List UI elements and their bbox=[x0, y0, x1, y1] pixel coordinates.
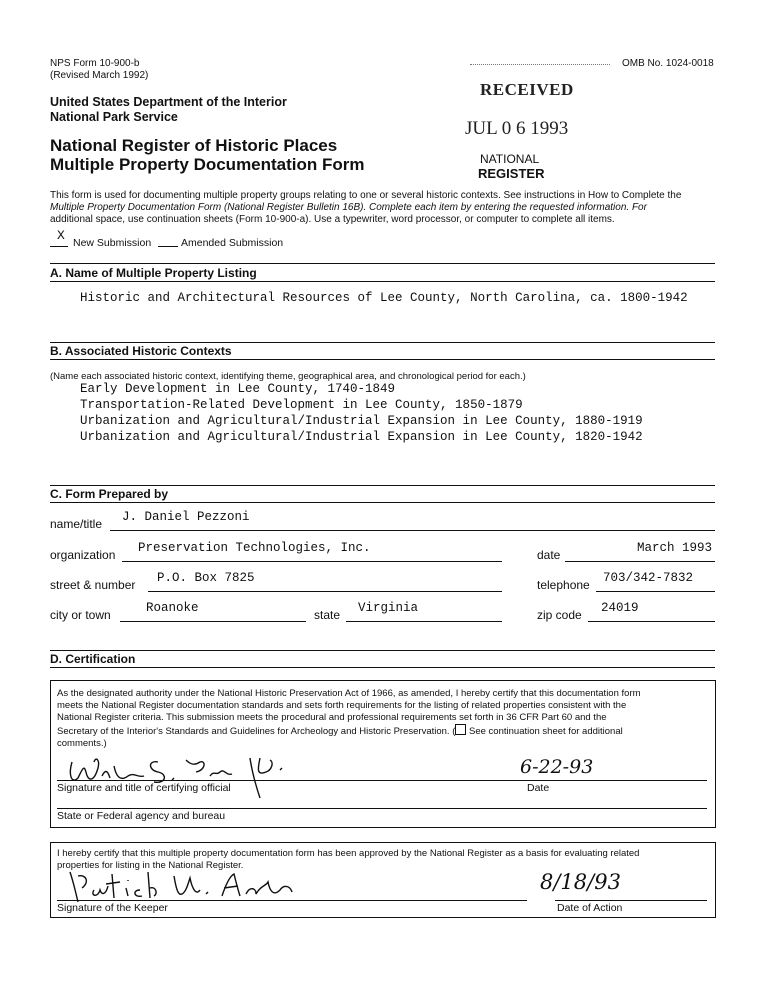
section-a-top-rule bbox=[50, 263, 715, 264]
section-c-top-rule bbox=[50, 485, 715, 486]
intro-line3: additional space, use continuation sheets (Form 10-900-a). Use a typewriter, word processor, or computer to complete all items. bbox=[50, 214, 615, 225]
form-title-line1: National Register of Historic Places bbox=[50, 136, 338, 155]
revised-date: (Revised March 1992) bbox=[50, 70, 149, 81]
keeper-date-value: 8/18/93 bbox=[540, 870, 621, 894]
department-name: United States Department of the Interior bbox=[50, 95, 287, 109]
signature-line bbox=[57, 780, 527, 781]
section-d-bottom-rule bbox=[50, 667, 715, 668]
form-title-line2: Multiple Property Documentation Form bbox=[50, 155, 365, 174]
stamp-received: RECEIVED bbox=[480, 80, 574, 99]
keeper-date-line bbox=[555, 900, 707, 901]
context-item: Transportation-Related Development in Lee County, 1850-1879 bbox=[80, 398, 523, 412]
keeper-line1: I hereby certify that this multiple property documentation form has been approved by the National Register as a basis for evaluating related bbox=[57, 848, 640, 859]
street-line bbox=[148, 591, 502, 592]
keeper-signature-line bbox=[57, 900, 527, 901]
date-label: date bbox=[537, 548, 561, 562]
intro-line2: Multiple Property Documentation Form (National Register Bulletin 16B). Complete each item by entering the requested information. For bbox=[50, 202, 647, 213]
cert-line4: Secretary of the Interior's Standards and Guidelines for Archeology and Historic Preservation. ( bbox=[57, 726, 456, 737]
omb-number: OMB No. 1024-0018 bbox=[622, 58, 714, 69]
section-a-heading: A. Name of Multiple Property Listing bbox=[50, 266, 257, 280]
name-title-line bbox=[110, 530, 715, 531]
signature-date-value: 6-22-93 bbox=[520, 756, 594, 778]
city-label: city or town bbox=[50, 608, 111, 622]
signature-label: Signature and title of certifying official bbox=[57, 782, 231, 794]
keeper-date-label: Date of Action bbox=[557, 902, 623, 914]
continuation-checkbox[interactable] bbox=[455, 724, 466, 735]
section-d-top-rule bbox=[50, 650, 715, 651]
intro-line1: This form is used for documenting multiple property groups relating to one or several historic contexts. See instructions in How to Complete the bbox=[50, 190, 682, 201]
state-value: Virginia bbox=[358, 601, 419, 615]
context-item: Urbanization and Agricultural/Industrial Expansion in Lee County, 1880-1919 bbox=[80, 414, 643, 428]
telephone-line bbox=[596, 591, 715, 592]
cert-line1: As the designated authority under the National Historic Preservation Act of 1966, as amended, I hereby certify that this documentation form bbox=[57, 688, 641, 699]
city-value: Roanoke bbox=[146, 601, 199, 615]
intro-text bbox=[50, 190, 740, 226]
cert-line2: meets the National Register documentation standards and sets forth requirements for the listing of related properties consistent with the bbox=[57, 700, 627, 711]
historic-contexts-list bbox=[80, 381, 643, 445]
context-item: Early Development in Lee County, 1740-1849 bbox=[80, 382, 396, 396]
agency-line bbox=[57, 808, 707, 809]
section-a-bottom-rule bbox=[50, 281, 715, 282]
stamp-national: NATIONAL bbox=[480, 152, 540, 166]
stamp-date: JUL 0 6 1993 bbox=[465, 118, 569, 139]
agency-label: State or Federal agency and bureau bbox=[57, 810, 226, 822]
section-d-heading: D. Certification bbox=[50, 652, 136, 666]
street-value: P.O. Box 7825 bbox=[157, 571, 255, 585]
zip-label: zip code bbox=[537, 608, 582, 622]
section-b-top-rule bbox=[50, 342, 715, 343]
cert-line3: National Register criteria. This submission meets the procedural and professional requirements set forth in 36 CFR Part 60 and the bbox=[57, 712, 607, 723]
amended-submission-blank bbox=[158, 246, 178, 247]
section-b-bottom-rule bbox=[50, 359, 715, 360]
telephone-label: telephone bbox=[537, 578, 590, 592]
date-value: March 1993 bbox=[637, 541, 713, 555]
signature-date-line bbox=[527, 780, 707, 781]
name-title-label: name/title bbox=[50, 517, 103, 531]
organization-value: Preservation Technologies, Inc. bbox=[138, 541, 371, 555]
telephone-value: 703/342-7832 bbox=[603, 571, 694, 585]
organization-label: organization bbox=[50, 548, 116, 562]
scan-dotted-line bbox=[470, 64, 610, 65]
state-label: state bbox=[314, 608, 341, 622]
new-submission-label: New Submission bbox=[73, 237, 152, 249]
name-title-value: J. Daniel Pezzoni bbox=[122, 510, 250, 524]
multiple-property-name: Historic and Architectural Resources of Lee County, North Carolina, ca. 1800-1942 bbox=[80, 291, 688, 305]
section-c-bottom-rule bbox=[50, 502, 715, 503]
cert-line4b: See continuation sheet for additional bbox=[466, 726, 623, 737]
cert-line5: comments.) bbox=[57, 738, 107, 749]
section-b-heading: B. Associated Historic Contexts bbox=[50, 344, 232, 358]
state-line bbox=[346, 621, 502, 622]
stamp-register: REGISTER bbox=[478, 166, 545, 181]
service-name: National Park Service bbox=[50, 110, 178, 124]
new-submission-mark: X bbox=[57, 228, 65, 243]
zip-line bbox=[588, 621, 715, 622]
date-line bbox=[565, 561, 715, 562]
section-c-heading: C. Form Prepared by bbox=[50, 487, 169, 501]
keeper-line2: properties for listing in the National Register. bbox=[57, 860, 244, 871]
contexts-instructions: (Name each associated historic context, identifying theme, geographical area, and chronological period for each.) bbox=[50, 371, 526, 382]
form-number: NPS Form 10-900-b bbox=[50, 58, 140, 69]
street-label: street & number bbox=[50, 578, 136, 592]
amended-submission-label: Amended Submission bbox=[181, 237, 284, 249]
new-submission-blank bbox=[50, 246, 68, 247]
context-item: Urbanization and Agricultural/Industrial Expansion in Lee County, 1820-1942 bbox=[80, 430, 643, 444]
certification-text bbox=[57, 688, 712, 750]
keeper-signature-label: Signature of the Keeper bbox=[57, 902, 168, 914]
signature-date-label: Date bbox=[527, 782, 550, 794]
zip-value: 24019 bbox=[601, 601, 639, 615]
city-line bbox=[120, 621, 306, 622]
organization-line bbox=[122, 561, 502, 562]
